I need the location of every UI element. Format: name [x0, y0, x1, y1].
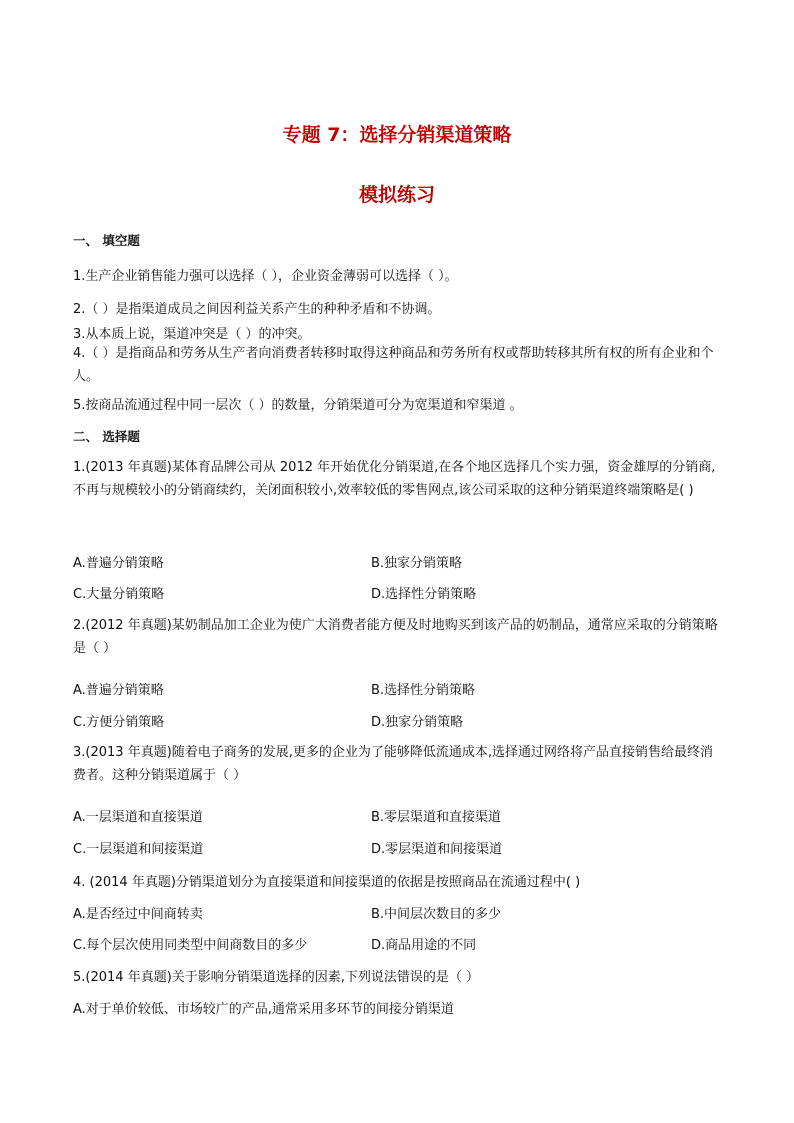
section-choice-heading: 二、 选择题 [73, 429, 140, 444]
question-2-option-a: A.普遍分销策略 [73, 683, 164, 698]
section-fill-blank-heading: 一、 填空题 [73, 233, 140, 248]
question-3-option-c: C.一层渠道和间接渠道 [73, 842, 204, 857]
question-1-option-a: A.普遍分销策略 [73, 556, 164, 571]
question-5-stem: 5.(2014 年真题)关于影响分销渠道选择的因素,下列说法错误的是（ ） [73, 970, 480, 985]
question-3-stem: 3.(2013 年真题)随着电子商务的发展,更多的企业为了能够降低流通成本,选择通过网络将产品直接销售给最终消费者。这种分销渠道属于（ ） [73, 745, 714, 783]
question-3-option-d: D.零层渠道和间接渠道 [371, 842, 503, 857]
question-2-option-d: D.独家分销策略 [371, 715, 464, 730]
question-1-option-c: C.大量分销策略 [73, 587, 165, 602]
question-4-option-c: C.每个层次使用同类型中间商数目的多少 [73, 938, 308, 953]
page-subtitle: 模拟练习 [358, 184, 435, 206]
fill-blank-item-1: 1.生产企业销售能力强可以选择（ ），企业资金薄弱可以选择（ ）。 [73, 269, 458, 284]
question-1-option-b: B.独家分销策略 [371, 556, 463, 571]
fill-blank-item-4: 4.（ ）是指商品和劳务从生产者向消费者转移时取得这种商品和劳务所有权或帮助转移其所有权的所有企业和个人。 [73, 346, 714, 384]
question-5-option-a: A.对于单价较低、市场较广的产品,通常采用多环节的间接分销渠道 [73, 1002, 454, 1017]
fill-blank-item-2: 2.（ ）是指渠道成员之间因利益关系产生的种种矛盾和不协调。 [73, 302, 441, 317]
question-3-option-b: B.零层渠道和直接渠道 [371, 810, 502, 825]
question-4-option-b: B.中间层次数目的多少 [371, 907, 502, 922]
question-2-option-b: B.选择性分销策略 [371, 683, 476, 698]
question-2-stem: 2.(2012 年真题)某奶制品加工企业为使广大消费者能方便及时地购买到该产品的奶制品，通常应采取的分销策略是（ ） [73, 618, 718, 656]
fill-blank-item-3: 3.从本质上说，渠道冲突是（ ）的冲突。 [73, 327, 311, 342]
question-4-option-a: A.是否经过中间商转卖 [73, 907, 203, 922]
fill-blank-item-5: 5.按商品流通过程中同一层次（ ）的数量，分销渠道可分为宽渠道和窄渠道 。 [73, 398, 523, 413]
question-2-option-c: C.方便分销策略 [73, 715, 165, 730]
question-3-option-a: A.一层渠道和直接渠道 [73, 810, 203, 825]
question-1-stem: 1.(2013 年真题)某体育品牌公司从 2012 年开始优化分销渠道,在各个地区选择几个实力强，资金雄厚的分销商,不再与规模较小的分销商续约，关闭面积较小,效率较低的零售网点,该公司采取的这种分销渠道终端策略是( ) [73, 460, 716, 498]
question-4-stem: 4. (2014 年真题)分销渠道划分为直接渠道和间接渠道的依据是按照商品在流通过程中( ) [73, 875, 581, 890]
question-4-option-d: D.商品用途的不同 [371, 938, 477, 953]
page-title: 专题 7：选择分销渠道策略 [282, 124, 512, 146]
question-1-option-d: D.选择性分销策略 [371, 587, 477, 602]
